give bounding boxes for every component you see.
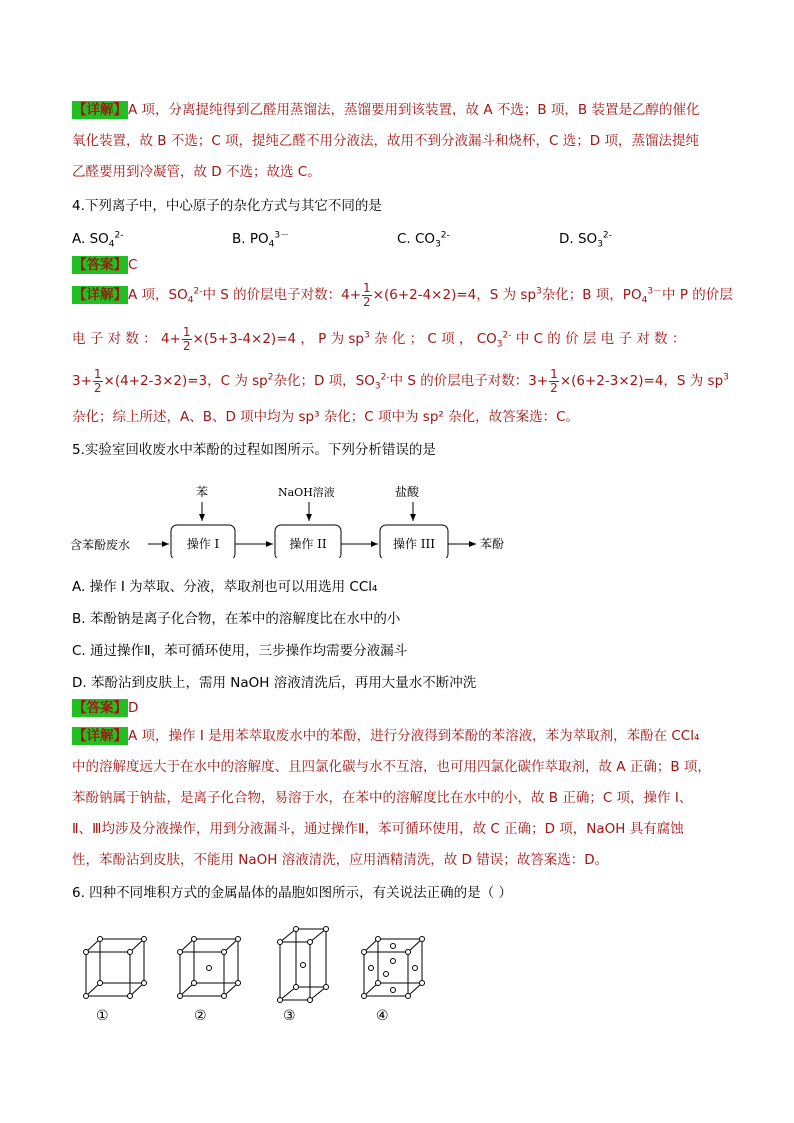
q4-detail-line-1: 【详解】A 项，$SO_4^{2-}$中 S 的价层电子对数：4+ $\frac{1}{2}$ ×(6+2-4×2)=4，S 为 $sp^3$杂化；B 项，$PO_4^{3-}$中 P 的价层 xyxy=(73,280,733,309)
q4-detail-line-4: 杂化；综上所述，A、B、D 项中均为 sp³ 杂化；C 项中为 sp² 杂化，故答案选：C。 xyxy=(72,409,580,425)
output-label: 苯酚 xyxy=(480,537,505,551)
q4-answer-value: C xyxy=(128,257,138,273)
fraction-half: $\frac{1}{2}$ xyxy=(550,366,558,395)
q4-option-d: D. $SO_3^{2-}$ xyxy=(559,230,612,250)
q5-detail-line-3: 苯酚钠属于钠盐，是离子化合物，易溶于水，在苯中的溶解度比在水中的小，故 B 正确；C 项，操作 Ⅰ、 xyxy=(72,790,693,806)
q5-detail-text-1: A 项，操作 I 是用苯萃取废水中的苯酚，进行分液得到苯酚的苯溶液，苯为萃取剂，苯酚在 CCl₄ xyxy=(128,728,700,744)
unit-cell-1 xyxy=(86,939,144,996)
fraction-half: $\frac{1}{2}$ xyxy=(363,280,371,309)
q5-detail-line-1 xyxy=(72,726,699,746)
cell-label-2: ② xyxy=(194,1008,207,1024)
detail-tag: 【详解】 xyxy=(73,287,127,303)
q4-option-c: C. $CO_3^{2-}$ xyxy=(397,230,450,250)
cell-label-3: ③ xyxy=(283,1008,296,1024)
flowchart xyxy=(68,478,528,558)
q5-detail-line-4: Ⅱ、Ⅲ均涉及分液操作，用到分液漏斗，通过操作Ⅱ，苯可循环使用，故 C 正确；D 项，NaOH 具有腐蚀 xyxy=(72,821,684,837)
answer-tag: 【答案】 xyxy=(73,700,127,716)
q4-detail-line-2: 电 子 对 数 ： 4+ $\frac{1}{2}$ ×(5+3-4×2)=4 ， P 为 $sp^3$ 杂 化 ； C 项 ， $CO_3^{2-}$ 中 C 的 价 层 电 子 对 数 ： xyxy=(72,324,686,353)
q4-detail-line-3: 3+ $\frac{1}{2}$ ×(4+2-3×2)=3，C 为 $sp^2$杂化；D 项，$SO_3^{2-}$中 S 的价层电子对数：3+ $\frac{1}{2}$ ×(6+2-3×2)=4，S 为 $sp^3$ xyxy=(72,366,729,395)
cell-label-1: ① xyxy=(96,1008,109,1024)
q4-option-b: B. $PO_4^{3-}$ xyxy=(232,230,290,250)
q5-option-d: D. 苯酚沾到皮肤上，需用 NaOH 溶液清洗后，再用大量水不断冲洗 xyxy=(72,675,477,691)
q5-answer-value: D xyxy=(128,700,139,716)
q3-detail-text-1: A 项，分离提纯得到乙醛用蒸馏法，蒸馏要用到该装置，故 A 不选；B 项，B 装置是乙醇的催化 xyxy=(128,102,700,118)
crystal-cells-figure xyxy=(80,924,440,1034)
q5-stem: 5.实验室回收废水中苯酚的过程如图所示。下列分析错误的是 xyxy=(72,442,436,458)
q5-answer xyxy=(72,698,138,718)
answer-tag: 【答案】 xyxy=(73,257,127,273)
q4-answer xyxy=(72,255,137,275)
reagent-2-label: NaOH溶液 xyxy=(278,486,335,499)
reagent-1-label: 苯 xyxy=(196,485,209,499)
q4-options xyxy=(72,229,712,249)
op-2-label: 操作 II xyxy=(289,537,327,551)
reagent-3-label: 盐酸 xyxy=(395,485,420,499)
q3-detail-line-1 xyxy=(72,100,699,120)
q5-option-a: A. 操作 I 为萃取、分液，萃取剂也可以用选用 CCl₄ xyxy=(72,579,378,595)
q3-detail-line-2: 氧化装置，故 B 不选；C 项，提纯乙醛不用分液法，故用不到分液漏斗和烧杯，C 选；D 项，蒸馏法提纯 xyxy=(72,133,699,149)
q5-detail-line-5: 性，苯酚沾到皮肤，不能用 NaOH 溶液清洗，应用酒精清洗，故 D 错误；故答案选：D。 xyxy=(72,852,609,868)
detail-tag: 【详解】 xyxy=(73,728,127,744)
q3-detail-line-3: 乙醛要用到冷凝管，故 D 不选；故选 C。 xyxy=(72,164,321,180)
op-3-label: 操作 III xyxy=(392,537,436,551)
fraction-half: $\frac{1}{2}$ xyxy=(182,324,191,353)
q5-option-c: C. 通过操作Ⅱ，苯可循环使用，三步操作均需要分液漏斗 xyxy=(72,643,408,659)
op-1-label: 操作 I xyxy=(186,537,220,551)
q5-detail-line-2: 中的溶解度远大于在水中的溶解度、且四氯化碳与水不互溶，也可用四氯化碳作萃取剂，故 A 正确；B 项， xyxy=(72,759,711,775)
detail-tag: 【详解】 xyxy=(73,102,127,118)
input-label: 含苯酚废水 xyxy=(70,538,131,552)
q4-option-a: A. $SO_4^{2-}$ xyxy=(72,230,124,250)
fraction-half: $\frac{1}{2}$ xyxy=(93,366,102,395)
q5-option-b: B. 苯酚钠是离子化合物，在苯中的溶解度比在水中的小 xyxy=(72,611,401,627)
cell-label-4: ④ xyxy=(376,1008,389,1024)
q6-stem: 6. 四种不同堆积方式的金属晶体的晶胞如图所示，有关说法正确的是（ ） xyxy=(72,885,512,901)
q4-stem: 4.下列离子中，中心原子的杂化方式与其它不同的是 xyxy=(72,198,382,214)
